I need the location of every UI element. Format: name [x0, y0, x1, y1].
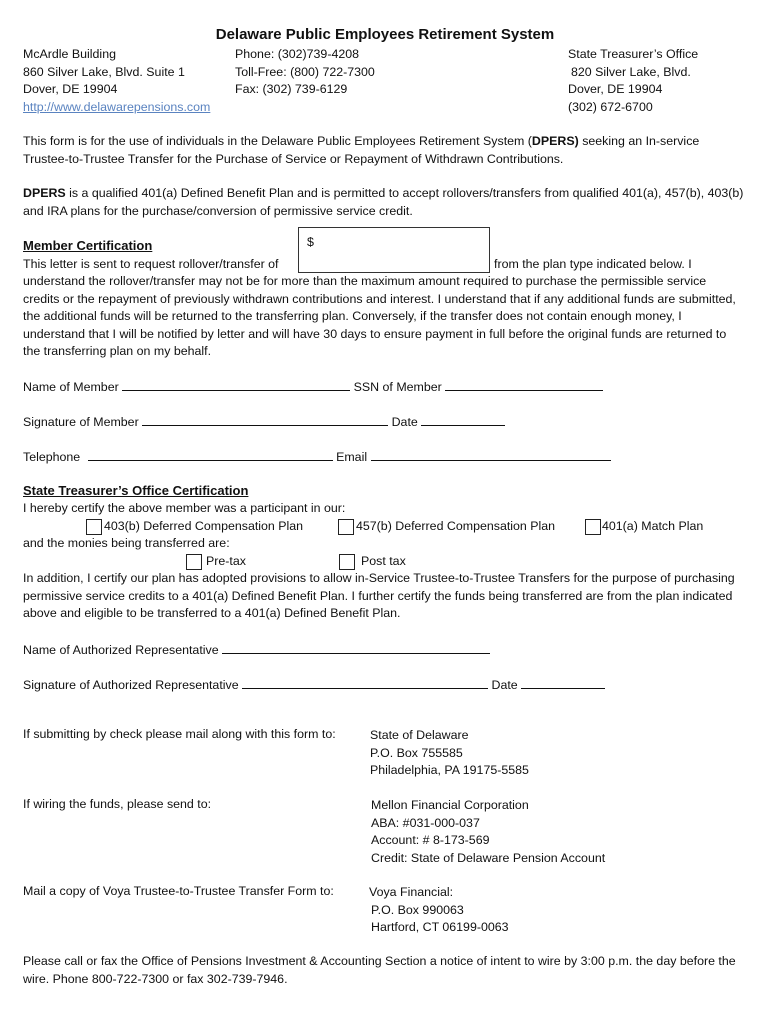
- address-line: Dover, DE 19904: [568, 82, 663, 96]
- treasurer-body: In addition, I certify our plan has adopted provisions to allow in-Service Trustee-to-Trustee Transfers for the purpose of purchasing permissive service credits to a 401(a) Defined Benefit Plan. I further certify the funds being transferred are from the plan indicated above and eligible to be transferred to a 401(a) Defined Benefit Plan.: [23, 571, 735, 620]
- address-line: 860 Silver Lake, Blvd. Suite 1: [23, 64, 185, 79]
- monies-line: and the monies being transferred are:: [23, 536, 230, 550]
- rep-date-field[interactable]: [521, 676, 605, 689]
- posttax-label: Post tax: [361, 554, 406, 568]
- address-line: State of Delaware: [370, 728, 469, 742]
- fax: Fax: (302) 739-6129: [235, 82, 348, 96]
- rollover-line-post: from the plan type indicated below. I: [494, 257, 692, 271]
- dpers-bold: DPERS: [23, 186, 66, 200]
- intro-text: This form is for the use of individuals in the Delaware Public Employees Retirement System (: [23, 134, 532, 148]
- rep-date-label: Date: [491, 678, 518, 692]
- address-line: Voya Financial:: [369, 885, 454, 899]
- wire-line: Credit: State of Delaware Pension Account: [371, 850, 606, 865]
- address-line: Philadelphia, PA 19175-5585: [370, 763, 529, 777]
- toll-free: Toll-Free: (800) 722-7300: [235, 64, 375, 79]
- voya-address: [369, 884, 509, 937]
- email-field[interactable]: [371, 448, 611, 461]
- address-line: McArdle Building: [23, 47, 116, 61]
- date-field[interactable]: [421, 413, 505, 426]
- address-left: [23, 46, 210, 116]
- posttax-checkbox[interactable]: [339, 554, 355, 570]
- 457b-checkbox[interactable]: [338, 519, 354, 535]
- name-field[interactable]: [122, 378, 350, 391]
- telephone-label: Telephone: [23, 450, 81, 464]
- wire-line: Account: # 8-173-569: [371, 833, 490, 847]
- rep-name-label: Name of Authorized Representative: [23, 643, 219, 657]
- rep-name-row: [23, 641, 490, 657]
- website-link[interactable]: http://www.delawarepensions.com: [23, 99, 211, 114]
- signature-label: Signature of Member: [23, 415, 139, 429]
- address-line: Dover, DE 19904: [23, 82, 118, 96]
- address-line: State Treasurer’s Office: [568, 47, 699, 61]
- rep-name-field[interactable]: [222, 641, 490, 654]
- address-line: 820 Silver Lake, Blvd.: [571, 64, 691, 79]
- address-line: Hartford, CT 06199-0063: [371, 920, 509, 934]
- wire-details: [371, 797, 605, 867]
- signature-field[interactable]: [142, 413, 388, 426]
- member-body: understand the rollover/transfer may not be for more than the maximum amount required to purchase the permissible service credits or the repayment of previously withdrawn contributions and interest. I understand that if any additional funds are submitted, the additional funds will be returned to the transferring plan. Conversely, if the transfer does not contain enough money, I understand that I will be notified by letter and will have 30 days to ensure payment in full before the original funds are returned to the transferring plan on my behalf.: [23, 274, 736, 358]
- 401a-checkbox[interactable]: [585, 519, 601, 535]
- pretax-label: Pre-tax: [206, 554, 246, 568]
- member-name-row: [23, 378, 603, 394]
- certify-line: I hereby certify the above member was a participant in our:: [23, 501, 346, 515]
- dpers-paragraph: [23, 185, 745, 220]
- member-certification-heading: Member Certification: [23, 238, 153, 253]
- page-title: Delaware Public Employees Retirement System: [215, 26, 555, 43]
- 403b-label: 403(b) Deferred Compensation Plan: [104, 519, 304, 533]
- intro-text: seeking an In-service Trustee-to-Trustee Transfer for the Purchase of Service or Repayment of Withdrawn Contributions.: [23, 134, 700, 166]
- pretax-checkbox[interactable]: [186, 554, 202, 570]
- address-line: P.O. Box 990063: [371, 902, 464, 917]
- wire-line: ABA: #031-000-037: [371, 815, 480, 830]
- dpers-text: is a qualified 401(a) Defined Benefit Plan and is permitted to accept rollovers/transfers from qualified 401(a), 457(b), 403(b) and IRA plans for the purchase/conversion of permissive service credit.: [23, 186, 744, 218]
- voya-instruction-label: Mail a copy of Voya Trustee-to-Trustee Transfer Form to:: [23, 884, 334, 898]
- rep-signature-field[interactable]: [242, 676, 488, 689]
- address-line: (302) 672-6700: [568, 99, 653, 114]
- intro-paragraph: [23, 133, 745, 168]
- wire-line: Mellon Financial Corporation: [371, 798, 529, 812]
- 401a-label: 401(a) Match Plan: [602, 519, 704, 533]
- telephone-field[interactable]: [88, 448, 333, 461]
- email-label: Email: [336, 450, 368, 464]
- date-label: Date: [391, 415, 418, 429]
- rollover-line-pre: This letter is sent to request rollover/transfer of: [23, 257, 279, 271]
- rep-signature-label: Signature of Authorized Representative: [23, 678, 239, 692]
- rep-signature-row: [23, 676, 605, 692]
- ssn-label: SSN of Member: [353, 380, 442, 394]
- wire-instruction-label: If wiring the funds, please send to:: [23, 797, 212, 811]
- dollar-sign: $: [307, 235, 314, 249]
- 457b-label: 457(b) Deferred Compensation Plan: [356, 519, 556, 533]
- member-signature-row: [23, 413, 505, 429]
- 403b-checkbox[interactable]: [86, 519, 102, 535]
- intro-bold: DPERS): [531, 134, 579, 148]
- address-line: P.O. Box 755585: [370, 745, 463, 760]
- check-instruction-label: If submitting by check please mail along with this form to:: [23, 727, 336, 741]
- member-contact-row: [23, 448, 611, 464]
- address-right: [568, 46, 698, 116]
- phone: Phone: (302)739-4208: [235, 47, 360, 61]
- check-address: [370, 727, 529, 780]
- treasurer-certification-heading: State Treasurer’s Office Certification: [23, 483, 249, 498]
- footer-note: Please call or fax the Office of Pensions Investment & Accounting Section a notice of intent to wire by 3:00 p.m. the day before the wire. Phone 800-722-7300 or fax 302-739-7946.: [23, 954, 736, 986]
- ssn-field[interactable]: [445, 378, 603, 391]
- contact-block: [235, 46, 375, 99]
- name-label: Name of Member: [23, 380, 119, 394]
- amount-input-box[interactable]: [298, 227, 490, 273]
